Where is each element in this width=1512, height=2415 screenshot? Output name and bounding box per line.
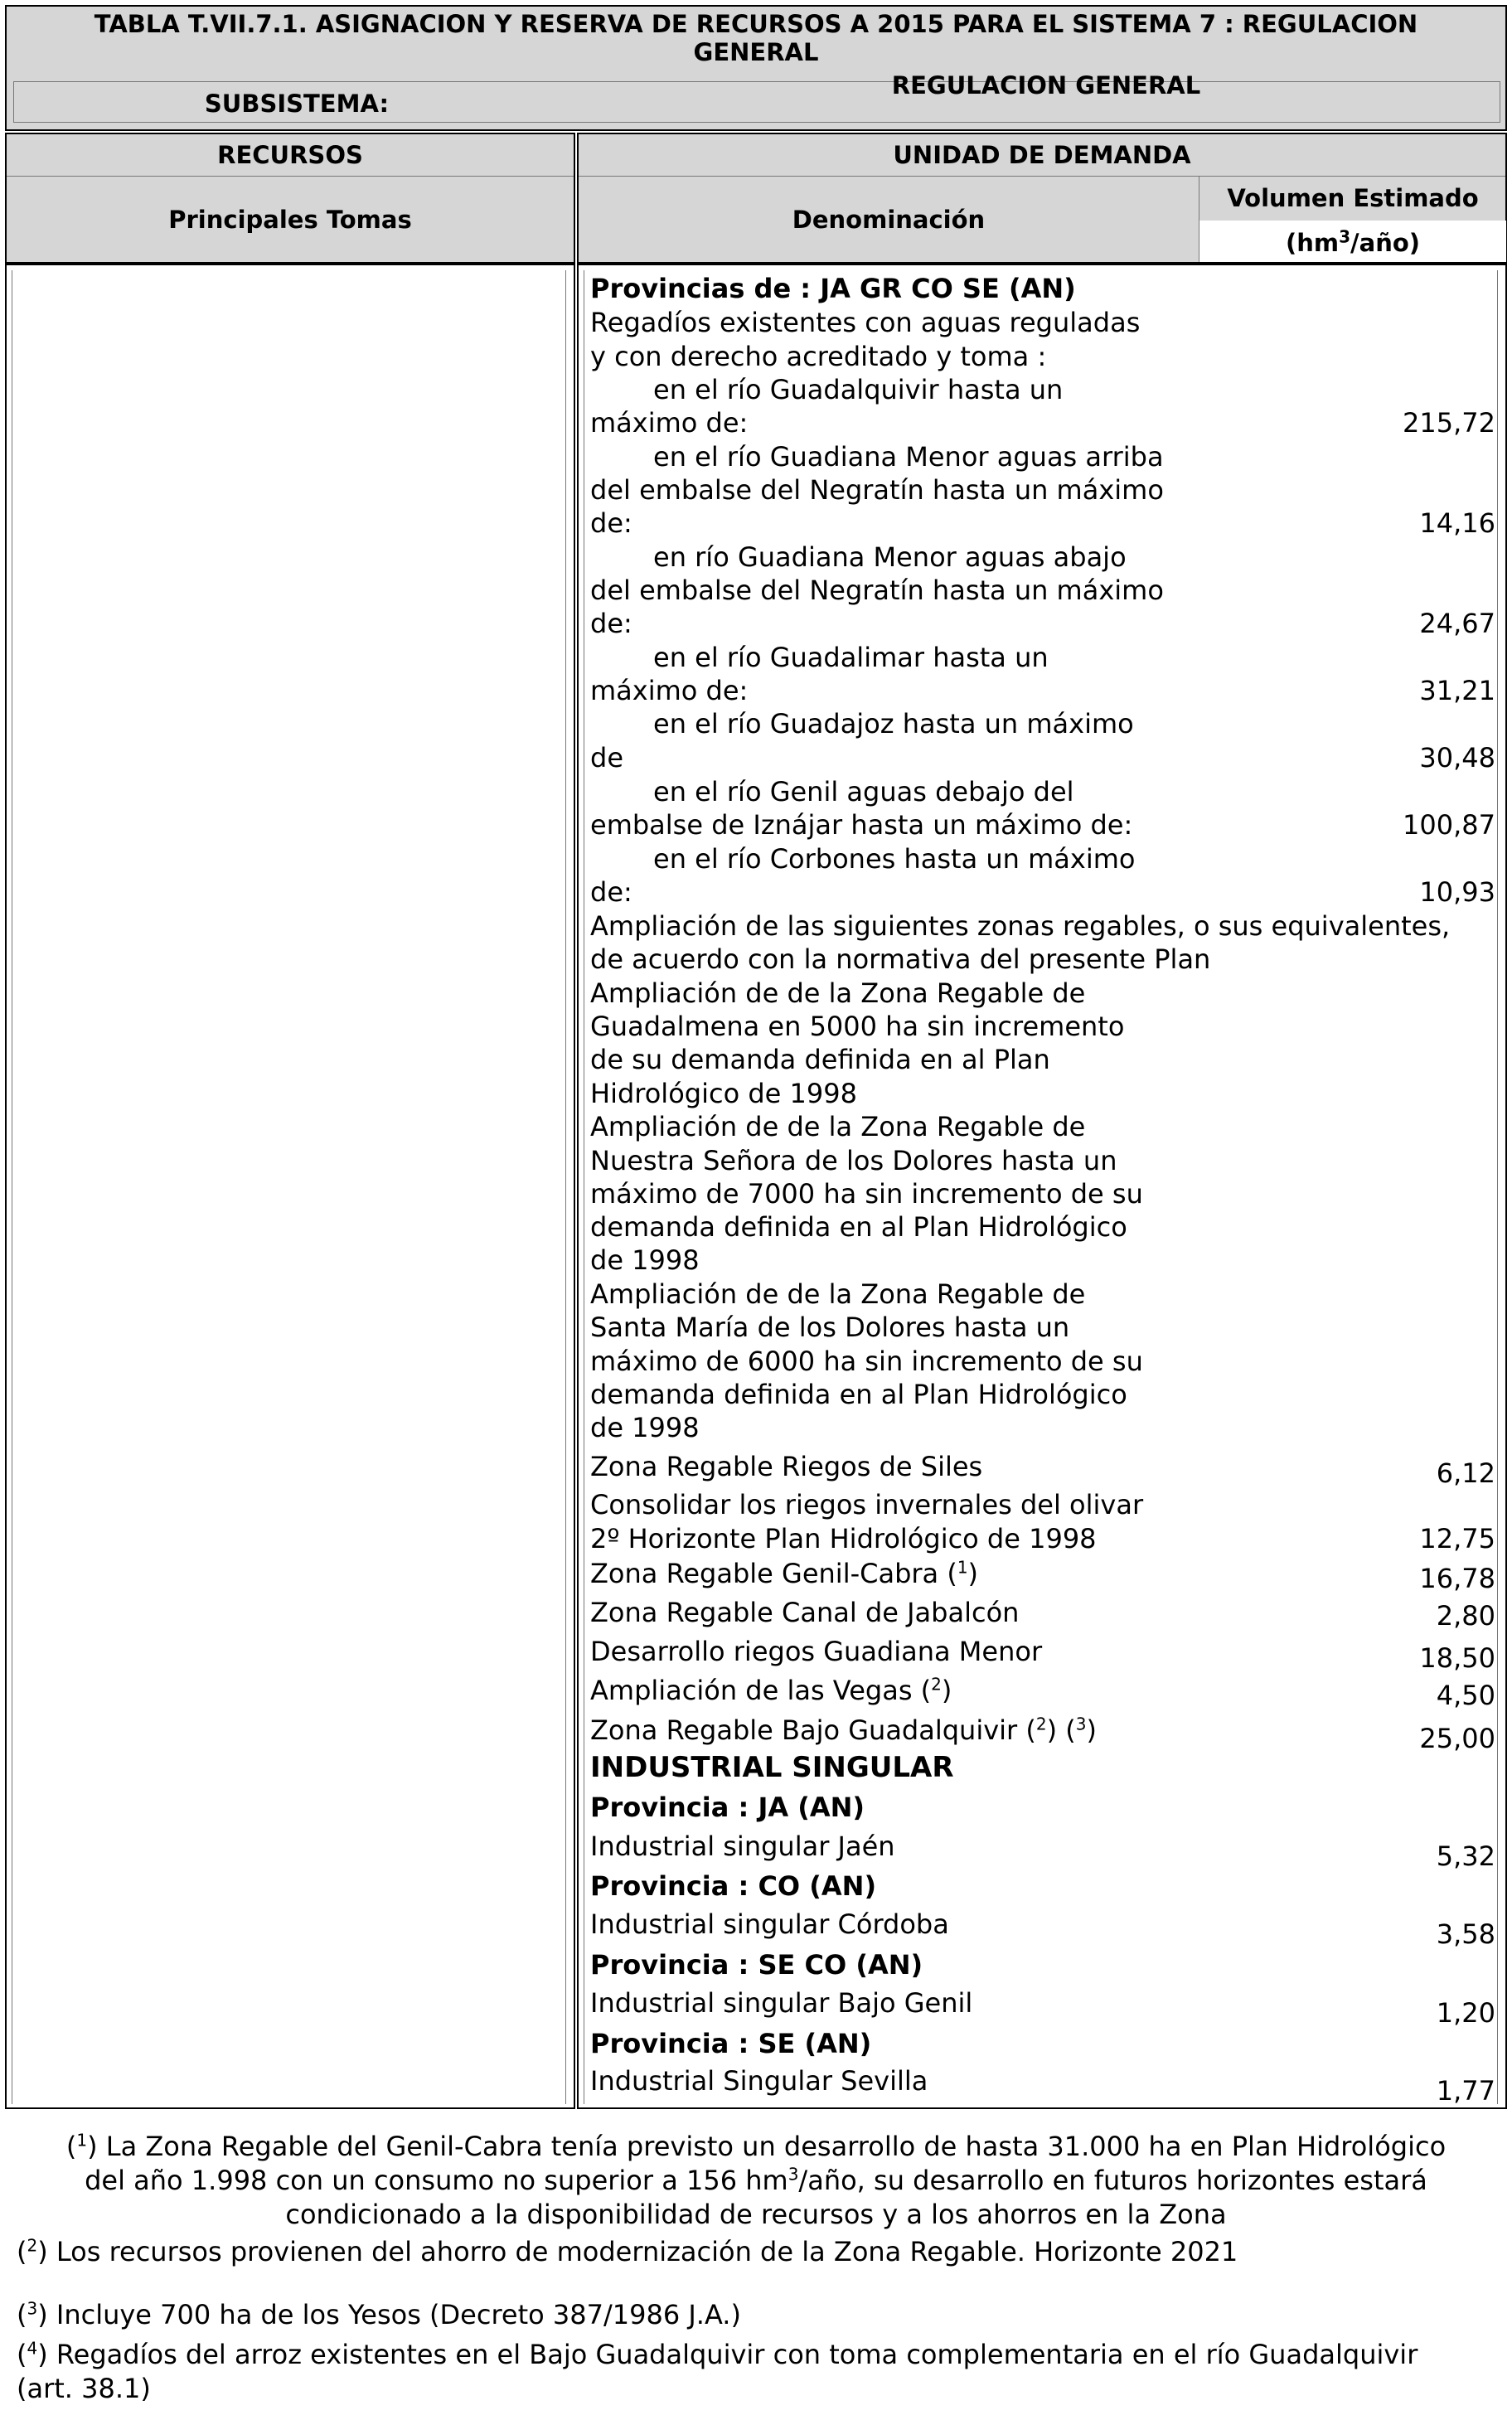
row-label [653, 541, 1127, 574]
row-volume: 100,87 [1403, 809, 1495, 841]
row-label [590, 1010, 1124, 1043]
denominacion-header: Denominación [792, 206, 986, 234]
table-row [590, 1077, 1495, 1110]
table-row [590, 943, 1495, 976]
inner-rule [565, 270, 566, 2104]
row-volume: 12,75 [1419, 1523, 1495, 1554]
row-label-text: Consolidar los riegos invernales del olivar [590, 1489, 1144, 1520]
footnote-1-line2-pre: del año 1.998 con un consumo no superior a 156 hm [85, 2165, 788, 2196]
row-label [590, 574, 1164, 607]
row-label [590, 1986, 972, 2020]
row-label [590, 1635, 1042, 1668]
row-volume: 2,80 [1436, 1600, 1495, 1632]
row-volume: 6,12 [1436, 1457, 1495, 1489]
table-row [590, 909, 1495, 943]
volumen-header: Volumen Estimado [1227, 184, 1479, 212]
footnote-4-mark: 4 [27, 2338, 38, 2359]
row-label [590, 1674, 952, 1707]
row-label-text: Nuestra Señora de los Dolores hasta un [590, 1145, 1117, 1176]
row-label-text: Ampliación de de la Zona Regable de [590, 1278, 1086, 1310]
table-row [590, 373, 1495, 406]
row-volume: 31,21 [1419, 675, 1495, 706]
table-row [590, 2027, 1495, 2060]
row-label [590, 1791, 865, 1824]
row-label-text: en el río Corbones hasta un máximo [653, 843, 1136, 875]
row-label-text: Regadíos existentes con aguas reguladas [590, 307, 1141, 338]
row-label-text: en el río Guadajoz hasta un máximo [653, 708, 1134, 740]
row-label [590, 1596, 1019, 1629]
table-row [590, 674, 1495, 707]
row-label [590, 1144, 1117, 1177]
row-label [653, 707, 1134, 740]
row-label [653, 641, 1049, 674]
table-row [590, 1244, 1495, 1277]
table-row [590, 1488, 1495, 1521]
row-label-text: máximo de 6000 ha sin incremento de su [590, 1346, 1143, 1377]
row-label-text: Hidrológico de 1998 [590, 1078, 857, 1109]
table-row [590, 875, 1495, 909]
row-label [590, 507, 632, 540]
footnote-3-text: ) Incluye 700 ha de los Yesos (Decreto 387/1986 J.A.) [37, 2299, 741, 2330]
footnote-1-line2-post: /año, su desarrollo en futuros horizontes estará [798, 2165, 1427, 2196]
table-row [590, 808, 1495, 841]
row-label [590, 1714, 1097, 1747]
table-row [590, 1278, 1495, 1311]
row-label [590, 1378, 1127, 1411]
row-volume: 18,50 [1419, 1642, 1495, 1674]
table-row [590, 1830, 1495, 1872]
table-row [590, 1450, 1495, 1489]
row-label [590, 1244, 700, 1277]
table-row [590, 272, 1495, 305]
row-label-text: en el río Guadalquivir hasta un [653, 374, 1064, 405]
footnote-3-mark: 3 [27, 2298, 38, 2319]
row-label [590, 1077, 857, 1110]
tomas-column [5, 264, 575, 2109]
row-label-text: en el río Guadiana Menor aguas arriba [653, 441, 1164, 473]
row-label-text: Zona Regable Genil-Cabra ( [590, 1558, 957, 1589]
row-label [590, 1488, 1143, 1521]
row-label-text: Guadalmena en 5000 ha sin incremento [590, 1011, 1125, 1042]
row-label-text: de 1998 [590, 1412, 700, 1443]
table-row [590, 1210, 1495, 1244]
row-label [590, 1450, 982, 1483]
footnote-4-line2: (art. 38.1) [17, 2373, 151, 2404]
table-title-line2: GENERAL [693, 38, 819, 66]
table-row [590, 607, 1495, 640]
row-volume: 1,20 [1436, 1997, 1495, 2029]
title-block [5, 5, 1507, 131]
table-row [590, 306, 1495, 339]
row-label [590, 741, 623, 774]
row-volume: 14,16 [1419, 507, 1495, 539]
unit-header-cell [1199, 221, 1506, 262]
row-label-text: Ampliación de las Vegas ( [590, 1675, 932, 1706]
row-label [590, 977, 1085, 1010]
unit-superscript: 3 [1339, 226, 1351, 247]
row-label-text: y con derecho acreditado y toma : [590, 341, 1047, 372]
subsistema-label: SUBSISTEMA: [204, 90, 390, 118]
row-label-text: demanda definida en al Plan Hidrológico [590, 1211, 1127, 1243]
table-row [590, 641, 1495, 674]
row-label-text: Provincia : JA (AN) [590, 1792, 865, 1823]
footnote-reference: 2 [931, 1674, 942, 1695]
row-label-text: de: [590, 608, 632, 639]
table-row [590, 1345, 1495, 1378]
row-label [653, 440, 1164, 473]
row-label-text: Ampliación de de la Zona Regable de [590, 977, 1086, 1009]
row-label-text: del embalse del Negratín hasta un máximo [590, 575, 1164, 606]
header-divider [7, 176, 574, 177]
row-label-text: Provincia : SE CO (AN) [590, 1949, 923, 1981]
row-label [590, 943, 1210, 976]
footnote-reference-paren: ) [1086, 1714, 1097, 1746]
table-row [590, 1144, 1495, 1177]
row-label [590, 1043, 1050, 1076]
row-label-text: Provincia : CO (AN) [590, 1870, 877, 1902]
table-row [590, 574, 1495, 607]
row-label-text: de [590, 742, 623, 773]
table-row [590, 1411, 1495, 1444]
row-label [590, 1557, 978, 1590]
row-label [590, 1830, 895, 1863]
row-label-text: en el río Guadalimar hasta un [653, 642, 1049, 673]
row-label-text: de su demanda definida en al Plan [590, 1044, 1050, 1075]
row-label-text: máximo de: [590, 407, 749, 439]
table-row [590, 1596, 1495, 1632]
row-label [590, 2064, 928, 2097]
row-label [590, 1908, 949, 1941]
row-label [590, 1522, 1097, 1555]
table-row [590, 775, 1495, 808]
footnote-reference-paren: ) ( [1046, 1714, 1076, 1746]
row-label-text: Zona Regable Bajo Guadalquivir ( [590, 1714, 1036, 1746]
footnote-reference-paren: ) [967, 1558, 979, 1589]
table-row [590, 842, 1495, 875]
footnote-4-text: ) Regadíos del arroz existentes en el Bajo Guadalquivir con toma complementaria en el río Guadalquivir [37, 2339, 1418, 2370]
row-label-text: máximo de: [590, 675, 749, 706]
row-volume: 215,72 [1403, 407, 1495, 439]
row-label-text: Industrial singular Córdoba [590, 1908, 949, 1940]
row-label [590, 607, 632, 640]
row-label-text: Zona Regable Canal de Jabalcón [590, 1597, 1020, 1628]
row-label [590, 1177, 1143, 1210]
footnote-2-mark: 2 [27, 2235, 38, 2256]
row-label-text: embalse de Iznájar hasta un máximo de: [590, 809, 1133, 841]
footnote-1-text: ) La Zona Regable del Genil-Cabra tenía previsto un desarrollo de hasta 31.000 ha en Plan Hidrológico [87, 2131, 1447, 2162]
table-row [590, 440, 1495, 473]
row-label [590, 1311, 1069, 1344]
row-label-text: en río Guadiana Menor aguas abajo [653, 541, 1127, 573]
row-label [653, 775, 1074, 808]
table-row [590, 340, 1495, 373]
row-label [590, 406, 748, 439]
table-row [590, 507, 1495, 540]
footnote-4-line1: ($^4$) Regadíos del arroz existentes en el Bajo Guadalquivir con toma complementaria en el río Guadalquivir [17, 2338, 1418, 2370]
table-row [590, 1908, 1495, 1950]
footnote-reference: 1 [957, 1557, 968, 1578]
footnote-reference: 2 [1035, 1714, 1047, 1734]
row-volume: 4,50 [1436, 1680, 1495, 1711]
row-volume: 30,48 [1419, 742, 1495, 773]
row-label [590, 272, 1076, 305]
row-label [590, 1751, 954, 1784]
footnote-reference-paren: ) [941, 1675, 952, 1706]
row-volume: 5,32 [1436, 1840, 1495, 1872]
row-label [590, 909, 1450, 943]
table-row [590, 1948, 1495, 1981]
row-label [590, 306, 1140, 339]
table-row [590, 1010, 1495, 1043]
row-label-text: 2º Horizonte Plan Hidrológico de 1998 [590, 1523, 1097, 1554]
table-row [590, 1311, 1495, 1344]
row-label [590, 1345, 1143, 1378]
row-label-text: máximo de 7000 ha sin incremento de su [590, 1178, 1143, 1210]
row-label [653, 842, 1135, 875]
row-label [590, 340, 1046, 373]
row-label-text: Provincias de : JA GR CO SE (AN) [590, 273, 1076, 304]
row-label-text: Zona Regable Riegos de Siles [590, 1451, 983, 1482]
row-label [590, 875, 632, 909]
unidad-demanda-label: UNIDAD DE DEMANDA [893, 141, 1191, 169]
row-label-text: Industrial Singular Sevilla [590, 2065, 928, 2097]
recursos-header [5, 133, 575, 264]
row-volume: 16,78 [1419, 1563, 1495, 1594]
unidad-demanda-header [577, 133, 1507, 264]
table-row [590, 1557, 1495, 1594]
row-label [590, 1948, 923, 1981]
table-row [590, 1043, 1495, 1076]
row-label-text: en el río Genil aguas debajo del [653, 776, 1074, 807]
unit-prefix: (hm [1285, 229, 1340, 257]
unit-header [1199, 226, 1506, 257]
table-row [590, 1791, 1495, 1824]
table-row [590, 1714, 1495, 1754]
unit-suffix: /año) [1350, 229, 1421, 257]
row-label [590, 1110, 1085, 1143]
row-label-text: Provincia : SE (AN) [590, 2028, 872, 2059]
table-row [590, 1378, 1495, 1411]
row-label-text: del embalse del Negratín hasta un máximo [590, 474, 1164, 506]
row-label-text: Industrial singular Bajo Genil [590, 1987, 973, 2019]
row-volume: 3,58 [1436, 1918, 1495, 1950]
footnote-1-line3: condicionado a la disponibilidad de recursos y a los ahorros en la Zona [285, 2199, 1227, 2230]
footnote-reference: 3 [1075, 1714, 1087, 1734]
table-row [590, 1522, 1495, 1555]
row-label [590, 674, 748, 707]
table-row [590, 2064, 1495, 2107]
row-volume: 25,00 [1419, 1723, 1495, 1754]
subsistema-value: REGULACION GENERAL [891, 71, 1201, 99]
row-label-text: Santa María de los Dolores hasta un [590, 1312, 1070, 1343]
row-label-text: Industrial singular Jaén [590, 1831, 895, 1862]
principales-tomas-header: Principales Tomas [168, 206, 412, 234]
row-label-text: de: [590, 876, 632, 908]
table-row [590, 1177, 1495, 1210]
row-label [590, 1210, 1127, 1244]
row-label-text: de acuerdo con la normativa del presente Plan [590, 943, 1211, 975]
row-volume: 24,67 [1419, 608, 1495, 639]
recursos-header-label: RECURSOS [217, 141, 363, 169]
row-volume: 10,93 [1419, 876, 1495, 908]
table-row [590, 1869, 1495, 1903]
table-row [590, 1986, 1495, 2029]
row-label [590, 2027, 871, 2060]
table-row [590, 541, 1495, 574]
row-label-text: Ampliación de las siguientes zonas regables, o sus equivalentes, [590, 910, 1451, 942]
footnote-1-sup: 3 [788, 2164, 799, 2185]
footnote-2: ($^2$) Los recursos provienen del ahorro de modernización de la Zona Regable. Horizonte 2021 [17, 2235, 1238, 2267]
row-label [590, 473, 1164, 507]
row-label-text: de 1998 [590, 1244, 700, 1276]
table-title-line1: TABLA T.VII.7.1. ASIGNACION Y RESERVA DE RECURSOS A 2015 PARA EL SISTEMA 7 : REGULACION [94, 10, 1418, 38]
row-label [590, 1278, 1085, 1311]
row-label-text: INDUSTRIAL SINGULAR [590, 1751, 954, 1784]
row-label [590, 808, 1132, 841]
table-row [590, 707, 1495, 740]
row-label-text: demanda definida en al Plan Hidrológico [590, 1379, 1127, 1410]
table-row [590, 1635, 1495, 1674]
volumen-header-cell [1199, 176, 1506, 221]
table-row [590, 977, 1495, 1010]
row-label-text: Desarrollo riegos Guadiana Menor [590, 1636, 1043, 1667]
table-row [590, 473, 1495, 507]
inner-rule [1497, 270, 1498, 2104]
footnote-1-mark: 1 [76, 2130, 88, 2151]
row-label [590, 1869, 876, 1903]
row-label [590, 1411, 700, 1444]
footnote-2-text: ) Los recursos provienen del ahorro de modernización de la Zona Regable. Horizonte 2021 [37, 2236, 1238, 2267]
footnote-1-line1: ($^1$) La Zona Regable del Genil-Cabra tenía previsto un desarrollo de hasta 31.000 ha en Plan Hidrológico [65, 2130, 1447, 2162]
table-row [590, 741, 1495, 774]
table-row [590, 1674, 1495, 1711]
footnote-3: ($^3$) Incluye 700 ha de los Yesos (Decreto 387/1986 J.A.) [17, 2298, 741, 2330]
row-label-text: Ampliación de de la Zona Regable de [590, 1111, 1086, 1142]
row-volume: 1,77 [1436, 2075, 1495, 2107]
table-row [590, 406, 1495, 439]
row-label-text: de: [590, 507, 632, 539]
table-row [590, 1110, 1495, 1143]
row-label [653, 373, 1063, 406]
table-row [590, 1751, 1495, 1784]
footnote-1-line2 [17, 2164, 1495, 2197]
